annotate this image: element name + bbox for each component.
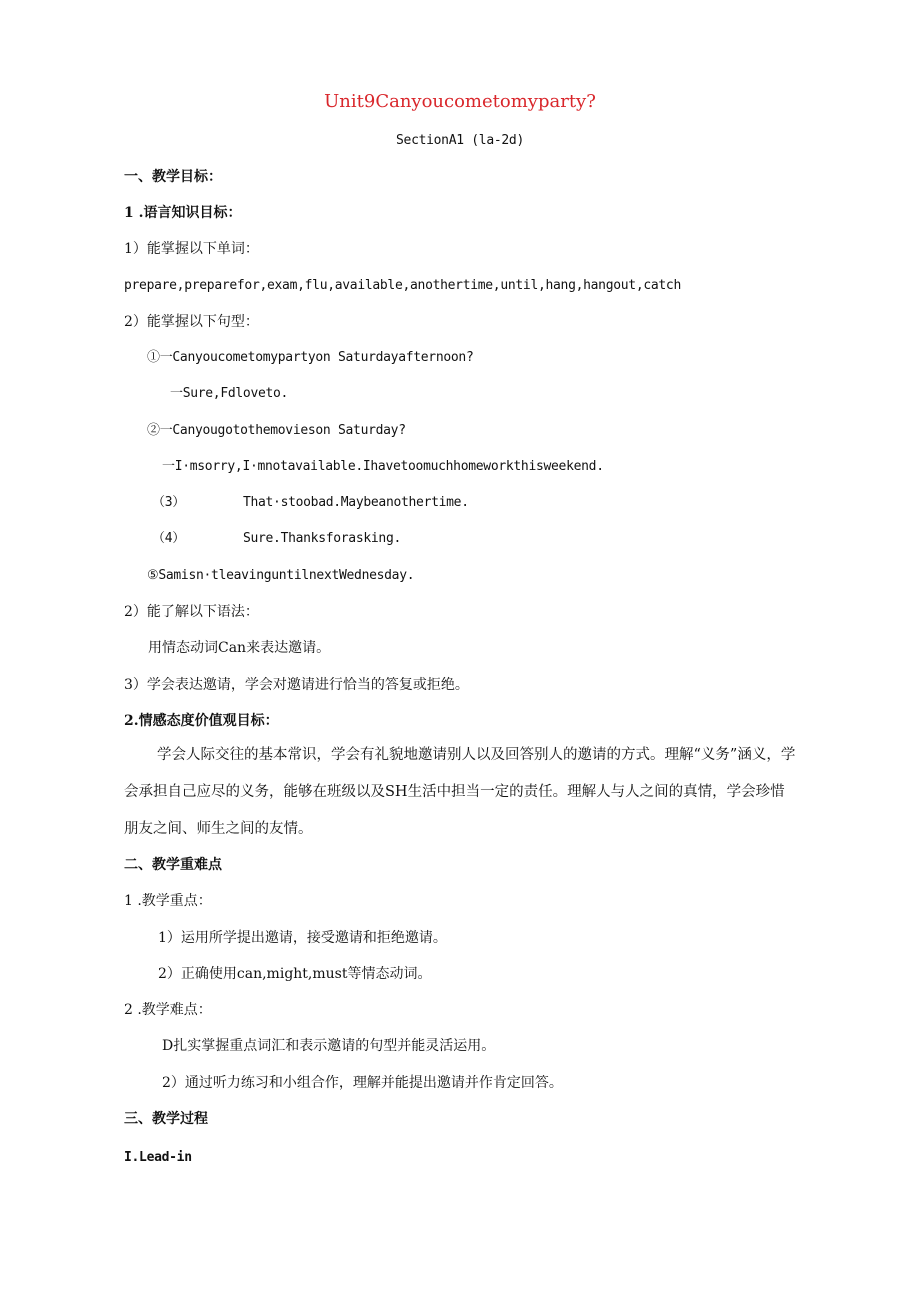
emotion-objectives-heading: 2.情感态度价值观目标： [124,713,279,729]
difficult-item-1: D扎实掌握重点词汇和表示邀请的句型并能灵活运用。 [162,1038,496,1054]
vocab-intro: 1）能掌握以下单词： [124,241,259,257]
sentence-4 [152,529,401,549]
sentence-intro: 2）能掌握以下句型： [124,314,259,330]
sentence-1-reply: 一Sure,Fdloveto. [170,386,289,401]
sentence-4-text: Sure.Thanksforasking. [242,531,401,546]
focus-item-2: 2）正确使用can,might,must等情态动词。 [158,966,432,982]
difficult-heading: 2 .教学难点： [124,1002,212,1018]
difficult-item-2: 2）通过听力练习和小组合作，理解并能提出邀请并作肯定回答。 [162,1075,563,1091]
objectives-heading: 一、教学目标： [124,169,222,185]
sentence-3-number: （3） [152,495,185,510]
process-heading: 三、教学过程 [124,1111,208,1127]
sentence-5: ⑤Samisn·tleavinguntilnextWednesday. [147,568,415,583]
sentence-4-number: （4） [152,531,185,546]
language-objectives-heading: 1 .语言知识目标： [124,205,242,221]
page-title: Unit9Canyoucometomyparty? [324,91,596,112]
key-points-heading: 二、教学重难点 [124,857,222,873]
emotion-objectives-paragraph: 学会人际交往的基本常识，学会有礼貌地邀请别人以及回答别人的邀请的方式。理解“义务”涵义，学会承担自己应尽的义务，能够在班级以及SH生活中担当一定的责任。理解人与人之间的真情，学会珍惜朋友之间、师生之间的友情。 [124,747,796,837]
sentence-1: ①一Canyoucometomypartyon Saturdayafternoon? [147,350,474,365]
sentence-3 [152,493,469,513]
focus-item-1: 1）运用所学提出邀请，接受邀请和拒绝邀请。 [158,930,447,946]
grammar-intro: 2）能了解以下语法： [124,604,259,620]
sentence-3-text: That·stoobad.Maybeanothertime. [242,495,469,510]
sentence-2: ②一Canyougotothemovieson Saturday? [147,423,406,438]
section-subtitle: SectionA1 (la-2d) [396,133,524,148]
skill-text: 3）学会表达邀请，学会对邀请进行恰当的答复或拒绝。 [124,677,469,693]
lead-in-heading: I.Lead-in [124,1150,192,1165]
vocab-list: prepare,preparefor,exam,flu,available,anothertime,until,hang,hangout,catch [124,278,681,293]
sentence-2-reply: 一I·msorry,I·mnotavailable.Ihavetoomuchhomeworkthisweekend. [162,459,604,474]
grammar-text: 用情态动词Can来表达邀请。 [148,640,331,656]
focus-heading: 1 .教学重点： [124,893,212,909]
